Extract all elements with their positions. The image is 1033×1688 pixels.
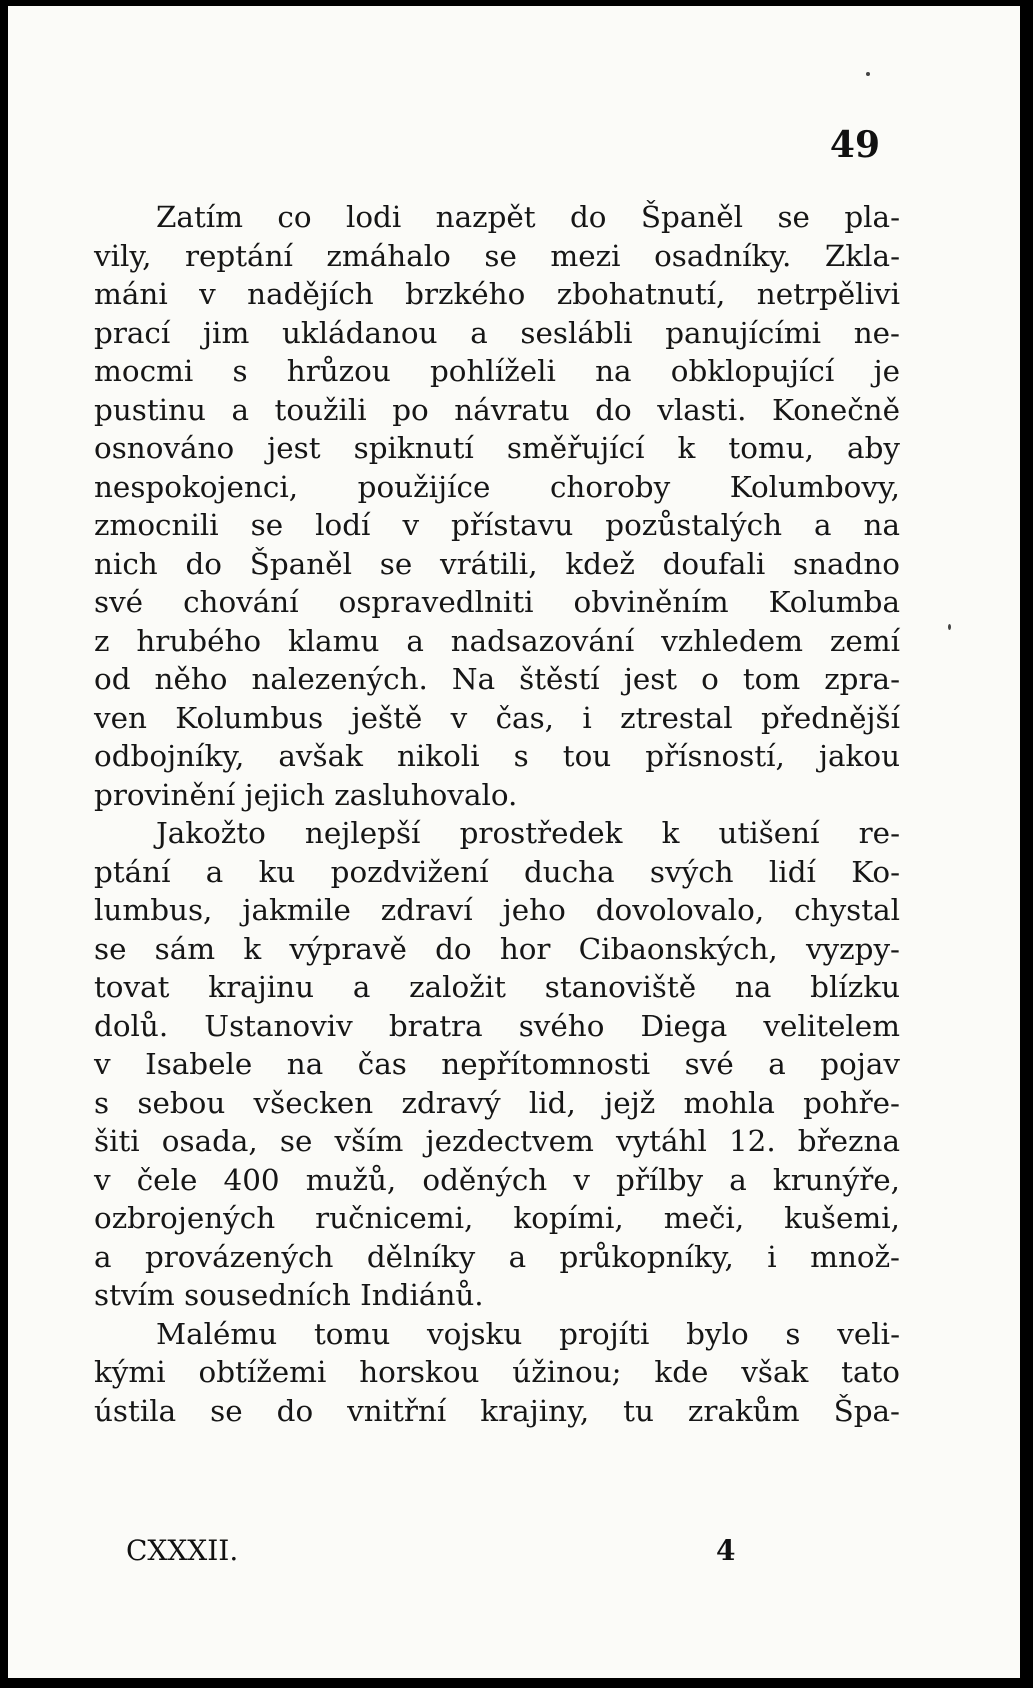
text-line: osnováno jest spiknutí směřující k tomu, aby <box>94 431 900 465</box>
text-line: s sebou všecken zdravý lid, jejž mohla pohře- <box>94 1085 900 1120</box>
text-line: nespokojenci, použijíce choroby Kolumbovy, <box>94 469 900 504</box>
text-line: od něho nalezených. Na štěstí jest o tom zpra- <box>94 662 900 696</box>
text-line: tovat krajinu a založit stanoviště na blízku <box>94 970 900 1004</box>
text-line: provinění jejich zasluhovalo. <box>94 777 518 812</box>
book-page <box>8 6 1020 1678</box>
text-line: v Isabele na čas nepřítomnosti své a pojav <box>94 1047 900 1081</box>
text-line: ozbrojených ručnicemi, kopími, meči, kušemi, <box>94 1201 900 1235</box>
text-line: v čele 400 mužů, oděných v přílby a krunýře, <box>94 1162 900 1197</box>
text-line: šiti osada, se vším jezdectvem vytáhl 12. března <box>94 1124 900 1158</box>
text-line: Malému tomu vojsku projíti bylo s veli- <box>156 1316 900 1351</box>
body-text <box>94 198 900 1430</box>
print-speck <box>866 72 870 76</box>
text-line: mocmi s hrůzou pohlíželi na obklopující je <box>94 354 900 388</box>
text-line: ptání a ku pozdvižení ducha svých lidí Ko- <box>94 854 900 889</box>
text-line: lumbus, jakmile zdraví jeho dovolovalo, chystal <box>94 893 900 927</box>
signature-mark: CXXXII. <box>126 1534 239 1567</box>
text-line: prací jim ukládanou a seslábli panujícími ne- <box>94 315 900 350</box>
text-line: a provázených dělníky a průkopníky, i množ- <box>94 1239 900 1274</box>
text-line: zmocnili se lodí v přístavu pozůstalých a na <box>94 508 900 542</box>
text-line: ústila se do vnitřní krajiny, tu zrakům Špa- <box>94 1393 900 1428</box>
text-line: kými obtížemi horskou úžinou; kde však tato <box>94 1355 900 1389</box>
print-speck <box>948 624 951 630</box>
text-line: Jakožto nejlepší prostředek k utišení re- <box>156 816 900 850</box>
text-line: ven Kolumbus ještě v čas, i ztrestal přednější <box>94 700 900 735</box>
text-line: nich do Španěl se vrátili, kdež doufali snadno <box>94 546 900 581</box>
text-line: z hrubého klamu a nadsazování vzhledem zemí <box>94 623 900 658</box>
text-line: Zatím co lodi nazpět do Španěl se pla- <box>156 200 900 234</box>
text-line: dolů. Ustanoviv bratra svého Diega velitelem <box>94 1008 900 1043</box>
text-line: stvím sousedních Indiánů. <box>94 1278 484 1312</box>
page-number: 49 <box>829 124 880 166</box>
text-line: vily, reptání zmáhalo se mezi osadníky. Zkla- <box>94 238 900 273</box>
text-line: odbojníky, avšak nikoli s tou přísností, jakou <box>94 739 900 773</box>
text-line: máni v nadějích brzkého zbohatnutí, netrpělivi <box>94 277 900 311</box>
gathering-number: 4 <box>716 1534 736 1567</box>
text-line: pustinu a toužili po návratu do vlasti. Konečně <box>94 392 900 427</box>
text-line: své chování ospravedlniti obviněním Kolumba <box>94 585 900 619</box>
text-line: se sám k výpravě do hor Cibaonských, vyzpy- <box>94 931 900 966</box>
